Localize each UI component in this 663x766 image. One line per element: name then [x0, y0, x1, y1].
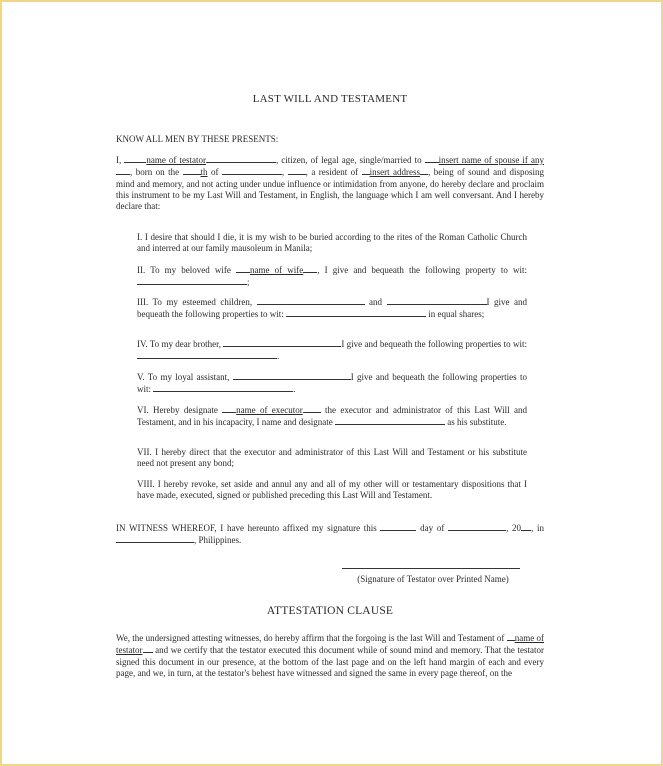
clause-2: II. To my beloved wife name of wife , I give and bequeath the following property to wit: ;	[137, 265, 527, 288]
clause-3: III. To my esteemed children, and I give and bequeath the following properties to wit: in equal shares;	[137, 297, 527, 320]
clause-5: V. To my loyal assistant, I give and bequeath the following properties to wit: .	[137, 372, 528, 395]
executor-name-field: name of executor	[236, 405, 303, 415]
spouse-name-field: insert name of spouse if any	[438, 155, 544, 165]
clause-1: I. I desire that should I die, it is my wish to be buried according to the rites of the Roman Catholic Church and interred at our family mausoleum in Manila;	[137, 232, 527, 254]
signature-line	[342, 568, 520, 569]
know-all-heading: KNOW ALL MEN BY THESE PRESENTS:	[116, 134, 279, 144]
clause-7: VII. I hereby direct that the executor and administrator of this Last Will and Testament or his substitute need not present any bond;	[137, 447, 527, 469]
attestation-paragraph: We, the undersigned attesting witnesses, do hereby affirm that the forgoing is the last Will and Testament of name of testator and we certify that the testator executed this document while of sound mind and memory. That the testator signed this document in our presence, at the bottom of the last page and on the left hand margin of each and every page, and we, in turn, at the testator's behest have witnessed and signed the same in every page thereof, on the	[116, 633, 544, 678]
testator-name-field: name of testator	[146, 155, 206, 165]
address-field: insert address	[369, 167, 421, 178]
signature-caption: (Signature of Testator over Printed Name)	[357, 574, 509, 584]
witness-paragraph: IN WITNESS WHEREOF, I have hereunto affixed my signature this day of , 20 , in , Philippines.	[116, 523, 544, 546]
intro-paragraph: I, name of testator , citizen, of legal age, single/married to insert name of spouse if any, born on the th of , , a resident of insert address , being of sound and disposing mind and memory, and not acting under undue influence or intimidation from anyone, do hereby declare and proclaim this instrument to be my Last Will and Testament, in English, the language which I am well conversant. And I hereby declare that:	[116, 155, 545, 212]
clause-4: IV. To my dear brother, I give and bequeath the following properties to wit: .	[137, 339, 527, 362]
clause-8: VIII. I hereby revoke, set aside and annul any and all of my other will or testamentary dispositions that I have made, executed, signed or published preceding this Last Will and Testament.	[137, 479, 527, 501]
document-title: LAST WILL AND TESTAMENT	[252, 93, 408, 105]
wife-name-field: name of wife	[250, 265, 304, 275]
attestation-title: ATTESTATION CLAUSE	[266, 605, 394, 617]
attestation-testator-field: name of testator	[116, 633, 544, 656]
clause-6: VI. Hereby designate name of executor the executor and administrator of this Last Will and Testament, and in his incapacity, I name and designate as his substitute.	[137, 405, 527, 428]
